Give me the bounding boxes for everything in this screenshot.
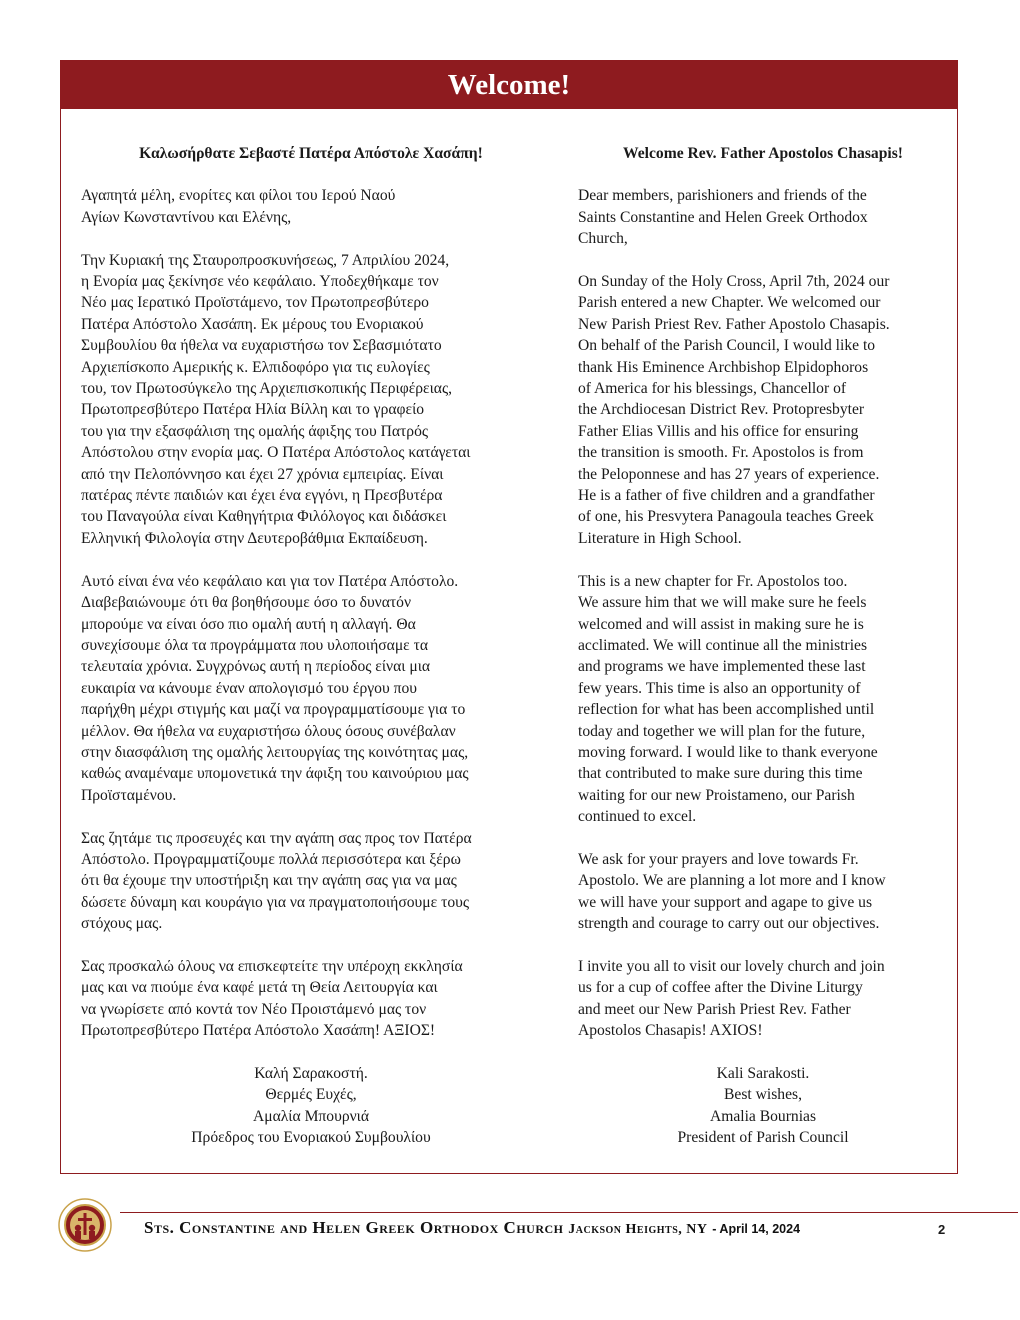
english-paragraph: This is a new chapter for Fr. Apostolos too. We assure him that we will make sure he feels welcomed and will assist in making sure he is acclimated. We will continue all the ministries and programs we have implemented these last few years. This time is also an opportunity of reflection for what has been accomplished until today and together we will plan for the future, moving forward. I would like to thank everyone that contributed to make sure during this time waiting for our new Proistameno, our Parish continued to excel. bbox=[578, 572, 878, 826]
welcome-banner: Welcome! bbox=[61, 61, 957, 109]
english-sign-line: Amalia Bournias bbox=[709, 1107, 817, 1125]
issue-date: - April 14, 2024 bbox=[712, 1222, 801, 1236]
church-seal-icon bbox=[58, 1198, 112, 1252]
english-sign-line: Kali Sarakosti. bbox=[716, 1064, 810, 1082]
page-footer bbox=[58, 1196, 958, 1254]
greek-paragraph: Την Κυριακή της Σταυροπροσκυνήσεως, 7 Απριλίου 2024, η Ενορία μας ξεκίνησε νέο κεφάλαιο. Υποδεχθήκαμε τον Νέο μας Ιερατικό Προϊστάμενο, τον Πρωτοπρεσβύτερο Πατέρα Απόστολο Χασάπη. Εκ μέρους του Ενοριακού Συμβουλίου θα ήθελα να ευχαριστήσω τον Σεβασμιότατο Αρχιεπίσκοπο Αμερικής κ. Ελπιδοφόρο για τις ευλογίες του, τον Πρωτοσύγκελο της Αρχιεπισκοπικής Περιφέρειας, Πρωτοπρεσβύτερο Πατέρα Ηλία Βίλλη και το γραφείο του για την εξασφάλιση της ομαλής άφιξης του Πατρός Απόστολου στην ενορία μας. Ο Πατέρα Απόστολος κατάγεται από την Πελοπόννησο και έχει 27 χρόνια εμπειρίας. Είναι πατέρας πέντε παιδιών και έχει ένα εγγόνι, η Πρεσβυτέρα του Παναγούλα είναι Καθηγήτρια Φιλόλογος και διδάσκει Ελληνική Φιλολογία στην Δευτεροβάθμια Εκπαίδευση. bbox=[81, 251, 471, 547]
greek-sign-line: Πρόεδρος του Ενοριακού Συμβουλίου bbox=[191, 1129, 431, 1147]
welcome-frame bbox=[60, 60, 958, 1174]
english-paragraph: We ask for your prayers and love towards Fr. Apostolo. We are planning a lot more and I know we will have your support and agape to give us strength and courage to carry out our objectives. bbox=[578, 850, 886, 933]
greek-signature bbox=[81, 1063, 541, 1149]
english-paragraph: On Sunday of the Holy Cross, April 7th, 2024 our Parish entered a new Chapter. We welcomed our New Parish Priest Rev. Father Apostolo Chasapis. On behalf of the Parish Council, I would like to thank His Eminence Archbishop Elpidophoros of America for his blessings, Chancellor of the Archdiocesan District Rev. Protopresbyter Father Elias Villis and his office for ensuring the transition is smooth. Fr. Apostolos is from the Peloponnese and has 27 years of experience. He is a father of five children and a grandfather of one, his Presvytera Panagoula teaches Greek Literature in High School. bbox=[578, 273, 890, 547]
greek-sign-line: Αμαλία Μπουρνιά bbox=[252, 1107, 370, 1125]
english-paragraph: Dear members, parishioners and friends of the Saints Constantine and Helen Greek Orthodox Church, bbox=[578, 187, 868, 248]
footer-divider bbox=[120, 1212, 1018, 1213]
church-location: Jackson Heights, NY bbox=[568, 1222, 708, 1237]
greek-heading: Καλωσήρθατε Σεβαστέ Πατέρα Απόστολε Χασάπη! bbox=[139, 145, 483, 162]
english-heading: Welcome Rev. Father Apostolos Chasapis! bbox=[623, 145, 903, 162]
greek-paragraph: Αγαπητά μέλη, ενορίτες και φίλοι του Ιερού Ναού Αγίων Κωνσταντίνου και Ελένης, bbox=[81, 187, 396, 226]
greek-paragraph: Σας προσκαλώ όλους να επισκεφτείτε την υπέροχη εκκλησία μας και να πιούμε ένα καφέ μετά τη Θεία Λειτουργία και να γνωρίσετε από κοντά τον Νέο Προιστάμενό μας τον Πρωτοπρεσβύτερο Πατέρα Απόστολο Χασάπη! ΑΞΙΟΣ! bbox=[81, 957, 463, 1040]
greek-sign-line: Καλή Σαρακοστή. bbox=[254, 1064, 368, 1082]
church-name: Sts. Constantine and Helen Greek Orthodox Church bbox=[144, 1218, 564, 1237]
greek-paragraph: Σας ζητάμε τις προσευχές και την αγάπη σας προς τον Πατέρα Απόστολο. Προγραμματίζουμε πολλά περισσότερα και ξέρω ότι θα έχουμε την υποστήριξη και την αγάπη σας για να μας δώσετε δύναμη και κουράγιο για να πραγματοποιήσουμε τους στόχους μας. bbox=[81, 829, 472, 933]
greek-paragraph: Αυτό είναι ένα νέο κεφάλαιο και για τον Πατέρα Απόστολο. Διαβεβαιώνουμε ότι θα βοηθήσουμε όσο το δυνατόν μπορούμε να είναι όσο πιο ομαλή αυτή η αλλαγή. Θα συνεχίσουμε όλα τα προγράμματα που υλοποιήσαμε τα τελευταία χρόνια. Συγχρόνως αυτή η περίοδος είναι μια ευκαιρία να κάνουμε έναν απολογισμό του έργου που παρήχθη μέχρι στιγμής και μαζί να προγραμματίσουμε για το μέλλον. Θα ήθελα να ευχαριστήσω όλους όσους συνέβαλαν στην διασφάλιση της ομαλής λειτουργίας της κοινότητας μας, καθώς αναμέναμε υπομονετικά την άφιξη του καινούριου μας Προϊσταμένου. bbox=[81, 572, 469, 804]
page-number: 2 bbox=[938, 1222, 946, 1237]
english-column bbox=[578, 143, 948, 1149]
greek-sign-line: Θερμές Ευχές, bbox=[265, 1086, 357, 1104]
english-sign-line: Best wishes, bbox=[724, 1086, 802, 1104]
english-paragraph: I invite you all to visit our lovely church and join us for a cup of coffee after the Divine Liturgy and meet our New Parish Priest Rev. Father Apostolos Chasapis! AXIOS! bbox=[578, 957, 885, 1040]
english-sign-line: President of Parish Council bbox=[677, 1129, 849, 1147]
greek-column bbox=[81, 143, 541, 1149]
english-signature bbox=[578, 1063, 948, 1149]
footer-church-name bbox=[144, 1218, 800, 1238]
